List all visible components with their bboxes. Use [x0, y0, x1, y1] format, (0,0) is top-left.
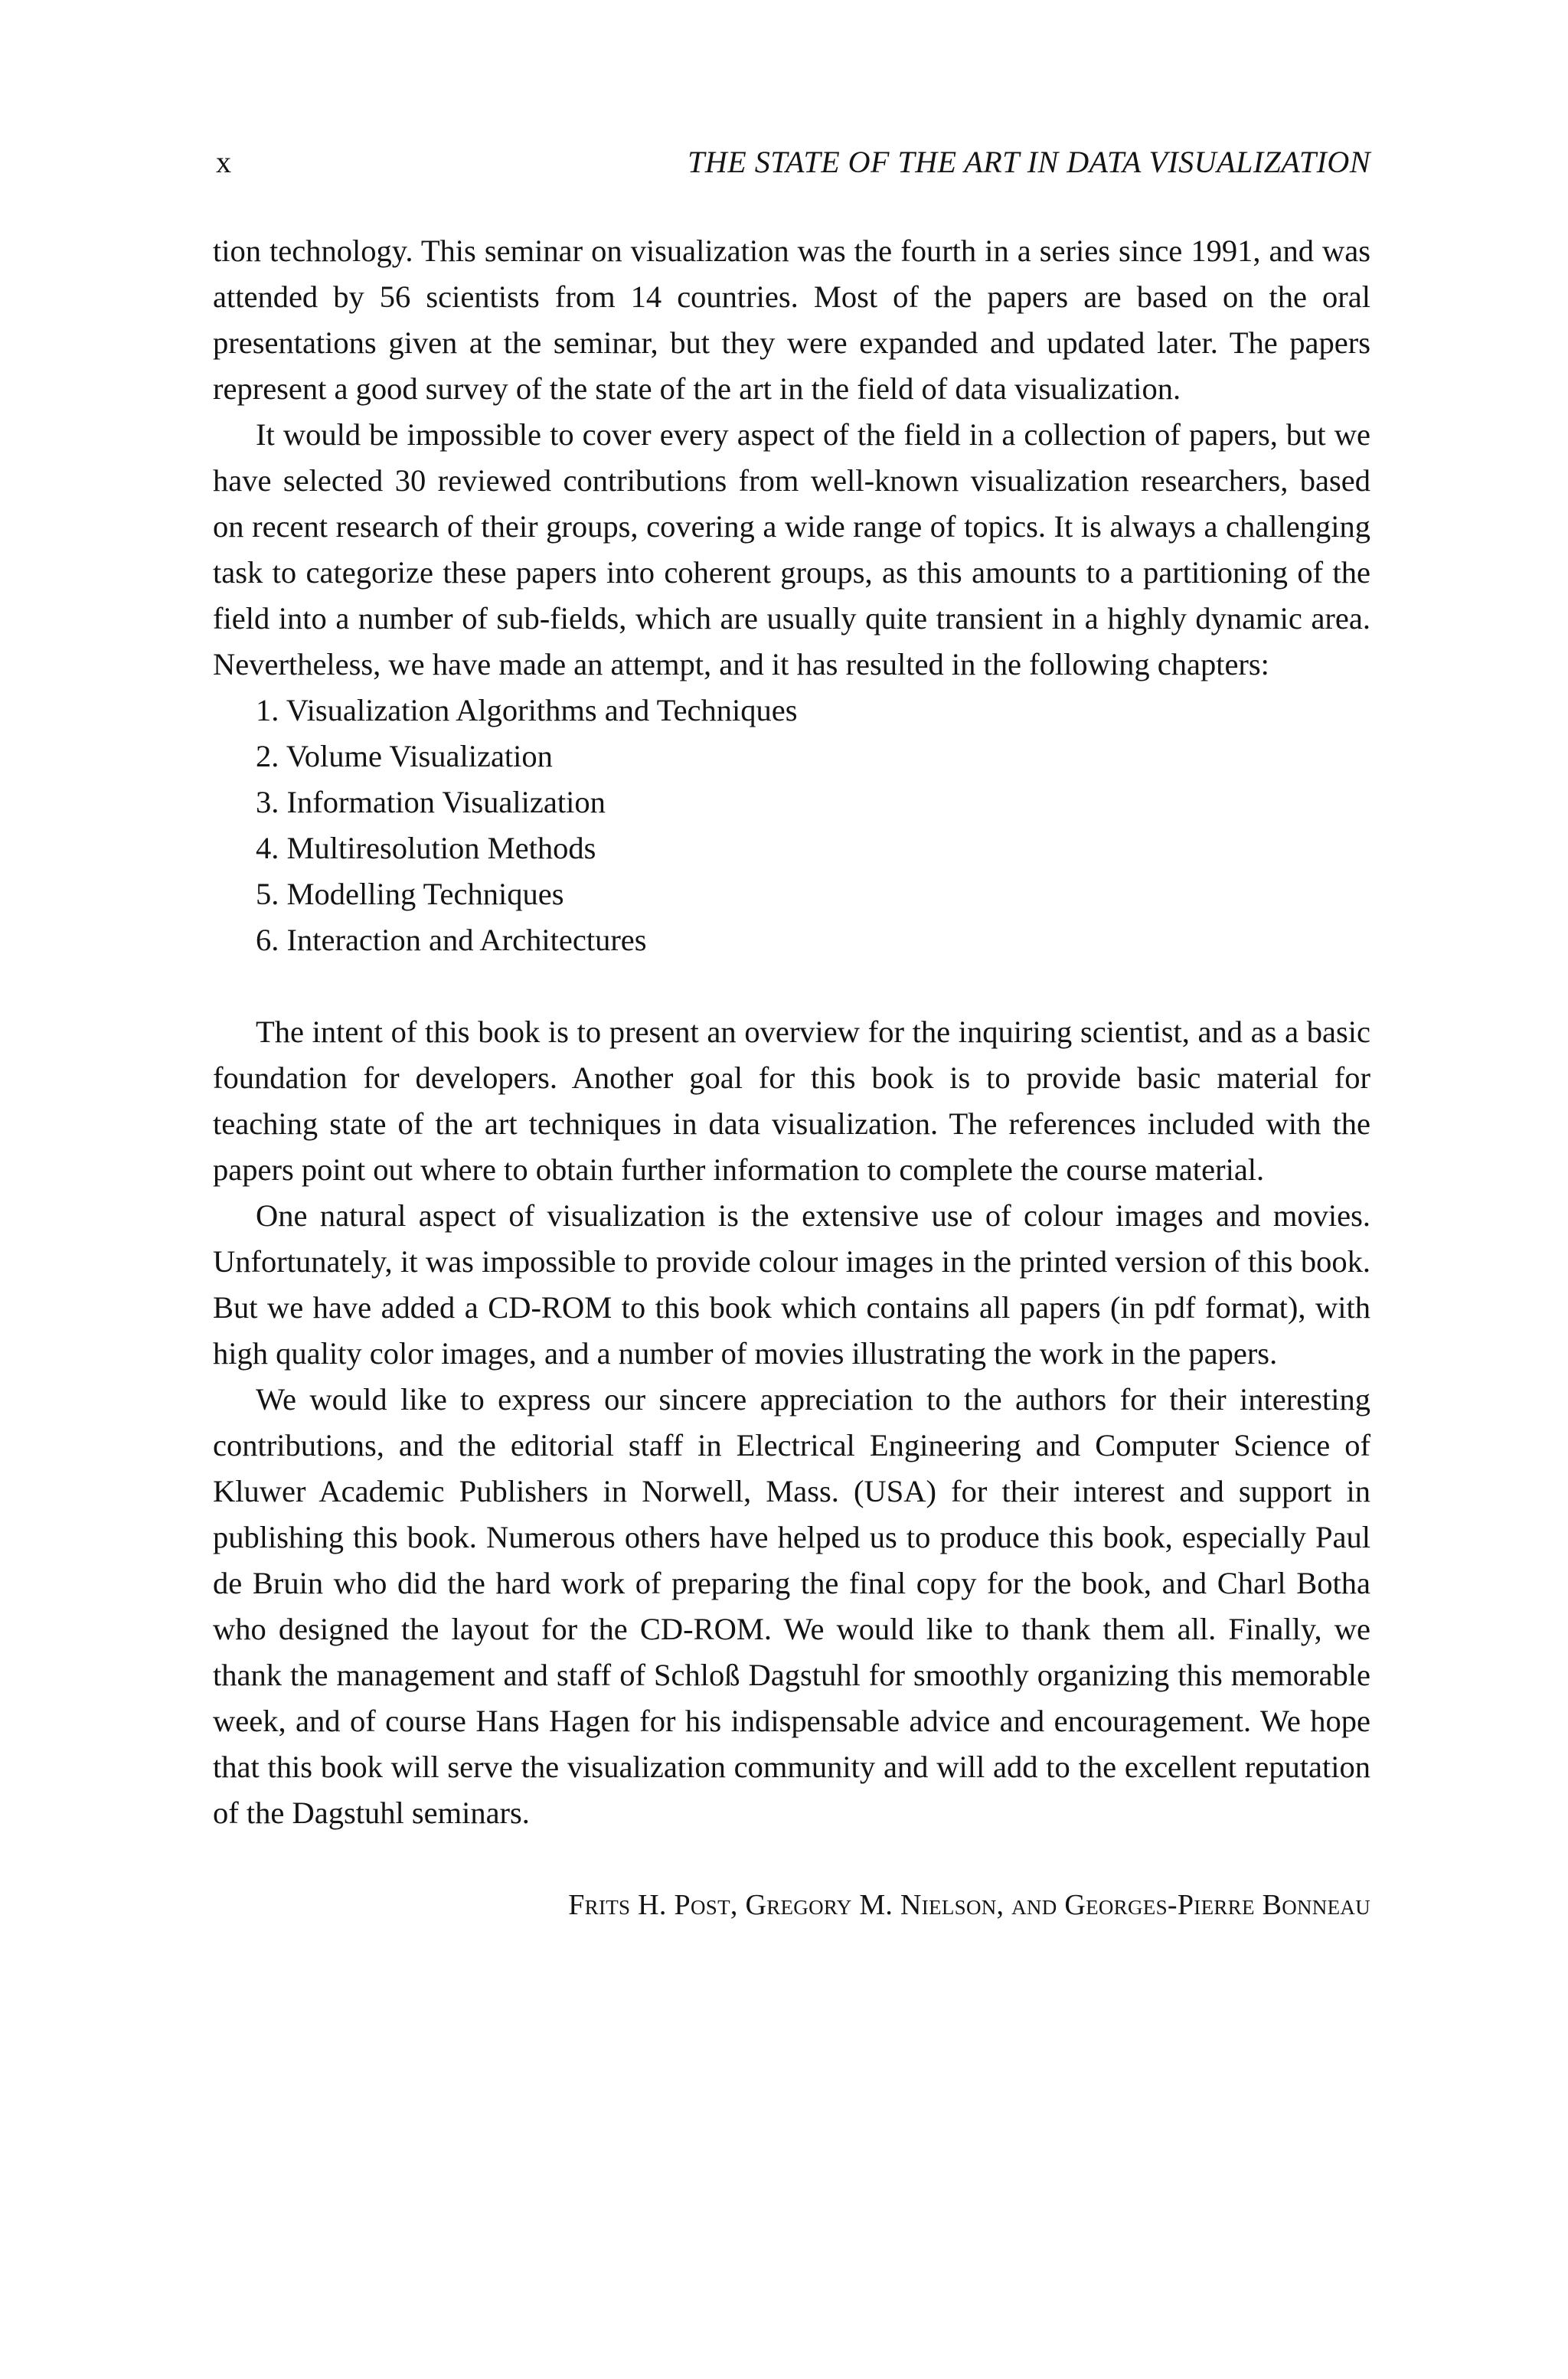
paragraph-colour-images: One natural aspect of visualization is the extensive use of colour images and movies. Unfortunately, it was impossible to provide colour images in the printed version of this book. But we have added a CD-ROM to this book which contains all papers (in pdf format), with high quality color images, and a number of movies illustrating the work in the papers. — [213, 1198, 1370, 1371]
preface-body — [213, 228, 1370, 1836]
editors-signature: Frits H. Post, Gregory M. Nielson, and Georges-Pierre Bonneau — [568, 1889, 1370, 1921]
chapter-item: 3. Information Visualization — [256, 785, 606, 819]
chapter-item: 5. Modelling Techniques — [256, 877, 564, 911]
paragraph-chapters-intro: It would be impossible to cover every aspect of the field in a collection of papers, but we have selected 30 reviewed contributions from well-known visualization researchers, based on recent research of their groups, covering a wide range of topics. It is always a challenging task to categorize these papers into coherent groups, as this amounts to a partitioning of the field into a number of sub-fields, which are usually quite transient in a highly dynamic area. Nevertheless, we have made an attempt, and it has resulted in the following chapters: — [213, 417, 1370, 681]
page-number: x — [216, 145, 231, 179]
chapter-item: 6. Interaction and Architectures — [256, 923, 647, 957]
chapter-item: 4. Multiresolution Methods — [256, 831, 596, 865]
running-head — [213, 139, 1370, 185]
paragraph-continued: tion technology. This seminar on visualization was the fourth in a series since 1991, and was attended by 56 scientists from 14 countries. Most of the papers are based on the oral presentations given at the seminar, but they were expanded and updated later. The papers represent a good survey of the state of the art in the field of data visualization. — [213, 234, 1370, 406]
section-gap — [213, 963, 1370, 1009]
paragraph-acknowledgements: We would like to express our sincere appreciation to the authors for their interesting contributions, and the editorial staff in Electrical Engineering and Computer Science of Kluwer Academic Publishers in Norwell, Mass. (USA) for their interest and support in publishing this book. Numerous others have helped us to produce this book, especially Paul de Bruin who did the hard work of preparing the final copy for the book, and Charl Botha who designed the layout for the CD-ROM. We would like to thank them all. Finally, we thank the management and staff of Schloß Dagstuhl for smoothly organizing this memorable week, and of course Hans Hagen for his indispensable advice and encouragement. We hope that this book will serve the visualization community and will add to the excellent reputation of the Dagstuhl seminars. — [213, 1382, 1370, 1830]
book-page — [213, 139, 1370, 1928]
paragraph-intent: The intent of this book is to present an overview for the inquiring scientist, and as a basic foundation for developers. Another goal for this book is to provide basic material for teaching state of the art techniques in data visualization. The references included with the papers point out where to obtain further information to complete the course material. — [213, 1015, 1370, 1187]
chapter-list — [213, 688, 1370, 963]
running-head-title: THE STATE OF THE ART IN DATA VISUALIZATION — [688, 145, 1370, 179]
chapter-item: 1. Visualization Algorithms and Techniques — [256, 693, 798, 727]
chapter-item: 2. Volume Visualization — [256, 739, 553, 773]
